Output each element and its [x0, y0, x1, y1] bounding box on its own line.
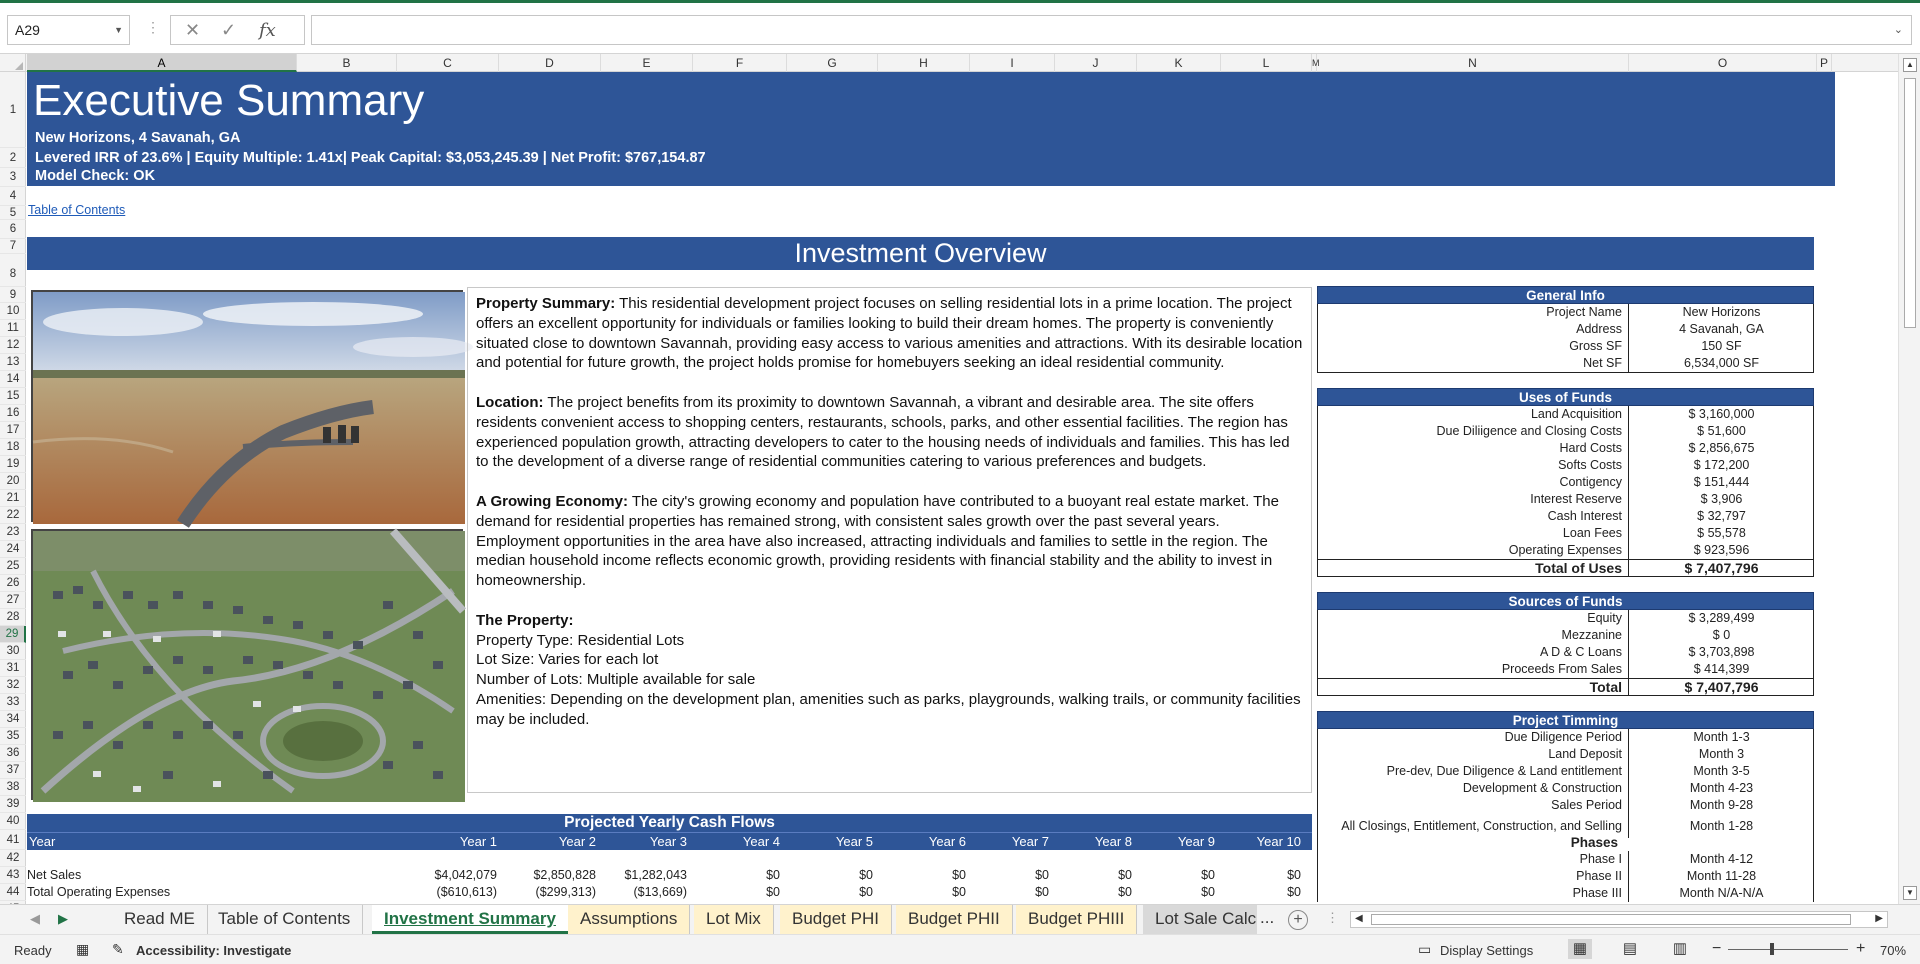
cf-cell[interactable]: $2,850,828	[533, 868, 596, 882]
table-row	[1318, 440, 1813, 457]
row-label: Proceeds From Sales	[1501, 662, 1622, 676]
table-row	[1318, 474, 1813, 491]
row-label: Interest Reserve	[1530, 492, 1622, 506]
row-header[interactable]: 23	[0, 524, 26, 541]
row-header[interactable]: 29	[0, 626, 26, 643]
row-label: All Closings, Entitlement, Construction, and Selling	[1341, 819, 1622, 833]
tab-budget-phii[interactable]: Budget PHII	[896, 905, 1013, 934]
column-header[interactable]: A	[27, 54, 297, 72]
row-label: Mezzanine	[1561, 628, 1622, 642]
column-headers	[0, 54, 1898, 72]
zoom-slider[interactable]	[1728, 949, 1848, 950]
insert-function-icon[interactable]: fx	[259, 20, 276, 41]
row-value[interactable]: $ 2,856,675	[1628, 440, 1814, 457]
row-header[interactable]: 6	[0, 220, 26, 239]
scroll-right-icon[interactable]: ▶	[1875, 913, 1883, 924]
cell-reference: A29	[15, 22, 40, 38]
row-label: Contigency	[1559, 475, 1622, 489]
property-type: Property Type: Residential Lots	[476, 631, 685, 649]
row-value[interactable]: $ 151,444	[1628, 474, 1814, 491]
row-value[interactable]: Month 3-5	[1628, 763, 1814, 780]
column-header[interactable]: I	[970, 54, 1055, 72]
row-label: Land Deposit	[1548, 747, 1622, 761]
table-row	[1318, 355, 1813, 372]
table-row	[1318, 423, 1813, 440]
year-header: Year 2	[558, 834, 596, 849]
table-row	[1318, 763, 1813, 780]
more-options-icon[interactable]: ⋮	[1326, 910, 1339, 925]
opex-label: Total Operating Expenses	[27, 885, 171, 899]
row-label: Loan Fees	[1562, 526, 1622, 540]
economy-paragraph	[476, 492, 1303, 591]
property-summary-text: This residential development project focuses on selling residential lots in a prime location. The project offers an excellent opportunity for individuals or families looking to build their dream homes. The property is conveniently situated close to downtown Savannah, providing easy access to various amenities and attractions. With its desirable location and potential for future growth, the project holds promise for homebuyers seeking an ideal residential community.	[476, 295, 1303, 372]
row-value[interactable]: Month N/A-N/A	[1628, 885, 1814, 902]
row-header[interactable]: 35	[0, 728, 26, 745]
zoom-in-icon[interactable]: +	[1856, 940, 1866, 957]
table-row	[1318, 780, 1813, 797]
row-value[interactable]: Month 4-12	[1628, 851, 1814, 868]
uses-header: Uses of Funds	[1317, 388, 1814, 406]
row-label: Operating Expenses	[1508, 543, 1622, 557]
row-value[interactable]: $ 55,578	[1628, 525, 1814, 542]
opex-row	[27, 884, 1312, 901]
project-timing-table	[1317, 711, 1814, 902]
row-header[interactable]: 17	[0, 422, 26, 439]
table-row	[1318, 491, 1813, 508]
year-header: Year 5	[835, 834, 873, 849]
row-header[interactable]: 13	[0, 354, 26, 371]
location-paragraph	[476, 393, 1303, 472]
table-row	[1318, 644, 1813, 661]
zoom-out-icon[interactable]: −	[1712, 940, 1722, 957]
row-header[interactable]: 41	[0, 830, 26, 850]
page-title: Executive Summary	[33, 76, 425, 125]
blank-row	[27, 850, 1312, 867]
net-sales-label: Net Sales	[27, 868, 82, 882]
accessibility-icon[interactable]: ✎	[112, 941, 124, 957]
tab-budget-phiii[interactable]: Budget PHIII	[1016, 905, 1137, 934]
year-header-row	[27, 832, 1312, 850]
column-header[interactable]: L	[1221, 54, 1312, 72]
cf-cell[interactable]: $0	[1201, 885, 1215, 899]
row-value[interactable]: Month 4-23	[1628, 780, 1814, 797]
general-info-header: General Info	[1317, 286, 1814, 304]
property-heading: The Property:	[476, 611, 574, 629]
location-text: The project benefits from its proximity to downtown Savannah, a vibrant and desirable area. The site offers residents convenient access to shopping centers, restaurants, schools, parks, and other essential facilities. The region has experienced population growth, attracting developers to cater to the housing needs of individuals and families. This has led to the development of a diverse range of residential communities catering to various preferences and budgets.	[476, 393, 1290, 471]
total-row	[1318, 678, 1813, 695]
row-value[interactable]: Month 11-28	[1628, 868, 1814, 885]
display-settings-icon[interactable]: ▭	[1418, 941, 1432, 957]
cf-cell[interactable]: $0	[1035, 885, 1049, 899]
site-photo-landscape[interactable]	[31, 290, 463, 522]
display-settings-button[interactable]: Display Settings	[1440, 943, 1534, 958]
sources-header: Sources of Funds	[1317, 592, 1814, 610]
cash-flows-table	[27, 814, 1312, 901]
column-header[interactable]: E	[601, 54, 693, 72]
table-row	[1318, 508, 1813, 525]
row-value[interactable]: Month 9-28	[1628, 797, 1814, 814]
sources-of-funds-table	[1317, 592, 1814, 696]
sheet-tab-bar	[0, 904, 1920, 934]
row-value[interactable]: 4 Savanah, GA	[1628, 321, 1814, 338]
table-row	[1318, 661, 1813, 678]
row-header[interactable]: 31	[0, 660, 26, 677]
chevron-down-icon[interactable]: ▼	[114, 25, 123, 35]
row-header[interactable]: 3	[0, 168, 26, 187]
general-info-table	[1317, 286, 1814, 373]
column-header[interactable]: H	[878, 54, 970, 72]
table-row	[1318, 746, 1813, 763]
year-header: Year 7	[1011, 834, 1049, 849]
phases-row	[1318, 834, 1813, 851]
tab-investment-summary[interactable]	[372, 905, 569, 934]
cf-cell[interactable]: $0	[1287, 868, 1301, 882]
column-header[interactable]: F	[693, 54, 787, 72]
row-header[interactable]: 38	[0, 779, 26, 796]
row-value[interactable]: $ 172,200	[1628, 457, 1814, 474]
number-of-lots: Number of Lots: Multiple available for sale	[476, 671, 756, 689]
row-header[interactable]: 40	[0, 813, 26, 830]
table-row	[1318, 338, 1813, 355]
property-summary-paragraph	[476, 294, 1303, 373]
macro-recording-icon[interactable]: ▦	[76, 941, 90, 957]
row-header[interactable]: 10	[0, 303, 26, 320]
row-label: Equity	[1587, 611, 1622, 625]
tab-lot-mix[interactable]: Lot Mix	[694, 905, 774, 934]
row-value[interactable]: New Horizons	[1628, 304, 1814, 321]
cf-cell[interactable]: ($610,613)	[436, 885, 497, 899]
property-summary-heading: Property Summary:	[476, 295, 616, 312]
total-label: Total	[1589, 679, 1622, 695]
column-header[interactable]: J	[1055, 54, 1137, 72]
row-header[interactable]: 4	[0, 187, 26, 206]
property-details	[476, 611, 1303, 730]
row-header[interactable]: 12	[0, 337, 26, 354]
tab-budget-phi[interactable]: Budget PHI	[780, 905, 892, 934]
row-label: Cash Interest	[1547, 509, 1622, 523]
row-value[interactable]: $ 3,160,000	[1628, 406, 1814, 423]
tab-assumptions[interactable]: Assumptions	[568, 905, 690, 934]
year-header: Year 9	[1177, 834, 1215, 849]
row-value[interactable]: Month 1-28	[1628, 814, 1814, 838]
row-label: Phase I	[1579, 852, 1622, 866]
row-label: Softs Costs	[1558, 458, 1622, 472]
column-header[interactable]: D	[499, 54, 601, 72]
table-row	[1318, 321, 1813, 338]
row-header[interactable]: 28	[0, 609, 26, 626]
row-value[interactable]: $ 51,600	[1628, 423, 1814, 440]
more-options-icon[interactable]: ⋮	[146, 19, 160, 35]
row-header[interactable]: 34	[0, 711, 26, 728]
column-header[interactable]: N	[1317, 54, 1629, 72]
formula-buttons	[170, 15, 305, 45]
row-header[interactable]: 7	[0, 239, 26, 254]
total-value[interactable]: $ 7,407,796	[1628, 679, 1814, 696]
row-header[interactable]: 14	[0, 371, 26, 388]
table-row	[1318, 525, 1813, 542]
row-header[interactable]: 9	[0, 287, 26, 303]
horizontal-scrollbar[interactable]	[1350, 911, 1888, 928]
tab-lot-sale-calc[interactable]: Lot Sale Calc	[1143, 905, 1257, 934]
formula-bar	[0, 3, 1920, 54]
table-row	[1318, 851, 1813, 868]
tab-table-of-contents[interactable]: Table of Contents	[206, 905, 363, 934]
zoom-slider-knob[interactable]	[1770, 943, 1774, 955]
cf-cell[interactable]: $0	[859, 868, 873, 882]
row-header[interactable]: 2	[0, 148, 26, 168]
model-check: Model Check: OK	[35, 168, 156, 184]
row-header[interactable]: 18	[0, 439, 26, 456]
row-label: Due Diligence Period	[1504, 730, 1622, 744]
row-header[interactable]: 11	[0, 320, 26, 337]
row-label: Phase II	[1576, 869, 1622, 883]
add-sheet-button[interactable]: +	[1288, 910, 1308, 930]
more-sheets-button[interactable]: ...	[1260, 908, 1275, 927]
enter-icon[interactable]: ✓	[221, 20, 237, 40]
row-header[interactable]: 5	[0, 206, 26, 220]
cf-cell[interactable]: $0	[766, 885, 780, 899]
table-row	[1318, 406, 1813, 423]
year-header: Year 1	[459, 834, 497, 849]
column-header[interactable]: P	[1817, 54, 1832, 72]
total-row	[1318, 559, 1813, 576]
row-value[interactable]: Month 1-3	[1628, 729, 1814, 746]
row-header[interactable]: 36	[0, 745, 26, 762]
table-row	[1318, 610, 1813, 627]
project-address: New Horizons, 4 Savanah, GA	[35, 130, 241, 146]
total-value[interactable]: $ 7,407,796	[1628, 560, 1814, 577]
row-header[interactable]: 37	[0, 762, 26, 779]
row-header[interactable]: 16	[0, 405, 26, 422]
row-value[interactable]: 150 SF	[1628, 338, 1814, 355]
row-header[interactable]: 21	[0, 490, 26, 507]
table-row	[1318, 627, 1813, 644]
row-header[interactable]: 27	[0, 592, 26, 609]
tab-read-me[interactable]: Read ME	[112, 905, 208, 934]
row-header[interactable]: 42	[0, 850, 26, 867]
row-header[interactable]: 33	[0, 694, 26, 711]
cf-cell[interactable]: $4,042,079	[434, 868, 497, 882]
table-row	[1318, 885, 1813, 902]
cf-cell[interactable]: $1,282,043	[624, 868, 687, 882]
amenities: Amenities: Depending on the development plan, amenities such as parks, playgrounds, walking trails, or community facilities may be included.	[476, 690, 1301, 728]
scroll-thumb[interactable]	[1904, 78, 1916, 328]
table-row	[1318, 814, 1813, 834]
cf-cell[interactable]: ($299,313)	[535, 885, 596, 899]
row-label: Net SF	[1583, 356, 1622, 370]
cf-cell[interactable]: $0	[1201, 868, 1215, 882]
cancel-icon[interactable]: ✕	[185, 20, 201, 40]
zoom-level[interactable]: 70%	[1880, 943, 1907, 958]
year-header: Year 10	[1256, 834, 1301, 849]
row-header[interactable]: 20	[0, 473, 26, 490]
economy-text: The city's growing economy and population have contributed to a buoyant real estate market. The demand for residential properties has remained strong, with consistent sales growth over the past several years. Employment opportunities in the area have also increased, attracting individuals and families to settle in the region. The median household income reflects economic growth, providing residents with financial stability and the ability to invest in homeownership.	[476, 492, 1279, 590]
row-header[interactable]: 22	[0, 507, 26, 524]
cf-cell[interactable]: $0	[1118, 885, 1132, 899]
year-header: Year 6	[928, 834, 966, 849]
row-header[interactable]: 19	[0, 456, 26, 473]
name-box[interactable]	[7, 15, 130, 45]
scroll-thumb[interactable]	[1371, 914, 1851, 925]
page-break-preview-icon[interactable]: ▥	[1672, 940, 1688, 957]
cf-cell[interactable]: $0	[952, 885, 966, 899]
cf-cell[interactable]: ($13,669)	[633, 885, 687, 899]
economy-heading: A Growing Economy:	[476, 492, 628, 510]
row-headers	[0, 72, 26, 904]
table-row	[1318, 542, 1813, 559]
row-label: Sales Period	[1551, 798, 1622, 812]
scroll-up-icon[interactable]: ▲	[1903, 58, 1917, 72]
cf-cell[interactable]: $0	[1287, 885, 1301, 899]
column-header[interactable]: K	[1137, 54, 1221, 72]
investment-description[interactable]	[467, 287, 1312, 793]
row-label: Phase III	[1572, 886, 1622, 900]
row-label: Address	[1576, 322, 1622, 336]
row-value[interactable]: Month 3	[1628, 746, 1814, 763]
row-value[interactable]: $ 32,797	[1628, 508, 1814, 525]
expand-formula-icon[interactable]: ⌄	[1893, 24, 1903, 36]
row-label: Development & Construction	[1462, 781, 1622, 795]
year-label: Year	[29, 834, 56, 849]
row-header[interactable]: 25	[0, 558, 26, 575]
row-value[interactable]: $ 3,906	[1628, 491, 1814, 508]
column-header[interactable]: G	[787, 54, 878, 72]
row-header[interactable]: 15	[0, 388, 26, 405]
cf-cell[interactable]: $0	[766, 868, 780, 882]
next-sheet-icon[interactable]: ▶	[58, 911, 68, 926]
net-sales-row	[27, 867, 1312, 884]
row-value[interactable]: $ 414,399	[1628, 661, 1814, 678]
column-header[interactable]: B	[297, 54, 397, 72]
uses-of-funds-table	[1317, 388, 1814, 577]
cf-cell[interactable]: $0	[1118, 868, 1132, 882]
row-label: Land Acquisition	[1530, 407, 1622, 421]
prev-sheet-icon[interactable]: ◀	[30, 911, 40, 926]
scroll-down-icon[interactable]: ▼	[1903, 886, 1917, 900]
year-header: Year 8	[1094, 834, 1132, 849]
row-header[interactable]: 39	[0, 796, 26, 813]
tab-label: Investment Summary	[384, 909, 556, 928]
section-title: Investment Overview	[27, 237, 1814, 270]
timing-header: Project Timming	[1317, 711, 1814, 729]
row-header[interactable]: 1	[0, 72, 26, 148]
row-header[interactable]: 8	[0, 254, 26, 287]
row-header[interactable]: 44	[0, 884, 26, 901]
table-row	[1318, 304, 1813, 321]
row-header[interactable]: 43	[0, 867, 26, 884]
row-value[interactable]: $ 0	[1628, 627, 1814, 644]
select-all-button[interactable]	[0, 54, 26, 72]
key-metrics: Levered IRR of 23.6% | Equity Multiple: 1.41x| Peak Capital: $3,053,245.39 | Net Profit: $767,154.87	[35, 150, 706, 166]
table-row	[1318, 729, 1813, 746]
table-of-contents-link[interactable]: Table of Contents	[28, 203, 126, 217]
executive-summary-banner	[27, 72, 1835, 186]
row-header[interactable]: 32	[0, 677, 26, 694]
row-header[interactable]: 26	[0, 575, 26, 592]
row-label: Hard Costs	[1559, 441, 1622, 455]
worksheet-grid[interactable]	[27, 72, 1898, 904]
status-ready: Ready	[14, 943, 52, 958]
row-header[interactable]: 24	[0, 541, 26, 558]
cf-cell[interactable]: $0	[952, 868, 966, 882]
location-heading: Location:	[476, 393, 544, 411]
scroll-left-icon[interactable]: ◀	[1355, 913, 1363, 924]
column-header[interactable]: O	[1629, 54, 1817, 72]
phases-label: Phases	[1570, 835, 1618, 850]
row-label: Due Diliigence and Closing Costs	[1436, 424, 1622, 438]
lot-size: Lot Size: Varies for each lot	[476, 651, 659, 669]
row-label: Gross SF	[1569, 339, 1622, 353]
normal-view-icon[interactable]: ▦	[1568, 939, 1592, 959]
status-bar	[0, 934, 1920, 964]
row-value[interactable]: $ 923,596	[1628, 542, 1814, 559]
cf-cell[interactable]: $0	[859, 885, 873, 899]
year-header: Year 4	[742, 834, 780, 849]
column-header[interactable]: M	[1312, 54, 1317, 72]
table-row	[1318, 797, 1813, 814]
vertical-scrollbar[interactable]	[1898, 54, 1920, 904]
site-photo-aerial[interactable]	[31, 529, 463, 800]
formula-input[interactable]	[311, 15, 1912, 45]
row-label: Pre-dev, Due Diligence & Land entitlement	[1386, 764, 1622, 778]
total-label: Total of Uses	[1535, 560, 1622, 576]
row-label: Project Name	[1546, 305, 1622, 319]
row-header[interactable]: 30	[0, 643, 26, 660]
cf-cell[interactable]: $0	[1035, 868, 1049, 882]
page-layout-icon[interactable]: ▤	[1622, 940, 1638, 957]
column-header[interactable]: C	[397, 54, 499, 72]
row-value[interactable]: $ 3,703,898	[1628, 644, 1814, 661]
row-value[interactable]: $ 3,289,499	[1628, 610, 1814, 627]
table-row	[1318, 457, 1813, 474]
cash-flows-header: Projected Yearly Cash Flows	[27, 814, 1312, 832]
row-value[interactable]: 6,534,000 SF	[1628, 355, 1814, 372]
table-row	[1318, 868, 1813, 885]
row-label: A D & C Loans	[1540, 645, 1622, 659]
year-header: Year 3	[649, 834, 687, 849]
accessibility-status[interactable]: Accessibility: Investigate	[136, 943, 292, 958]
